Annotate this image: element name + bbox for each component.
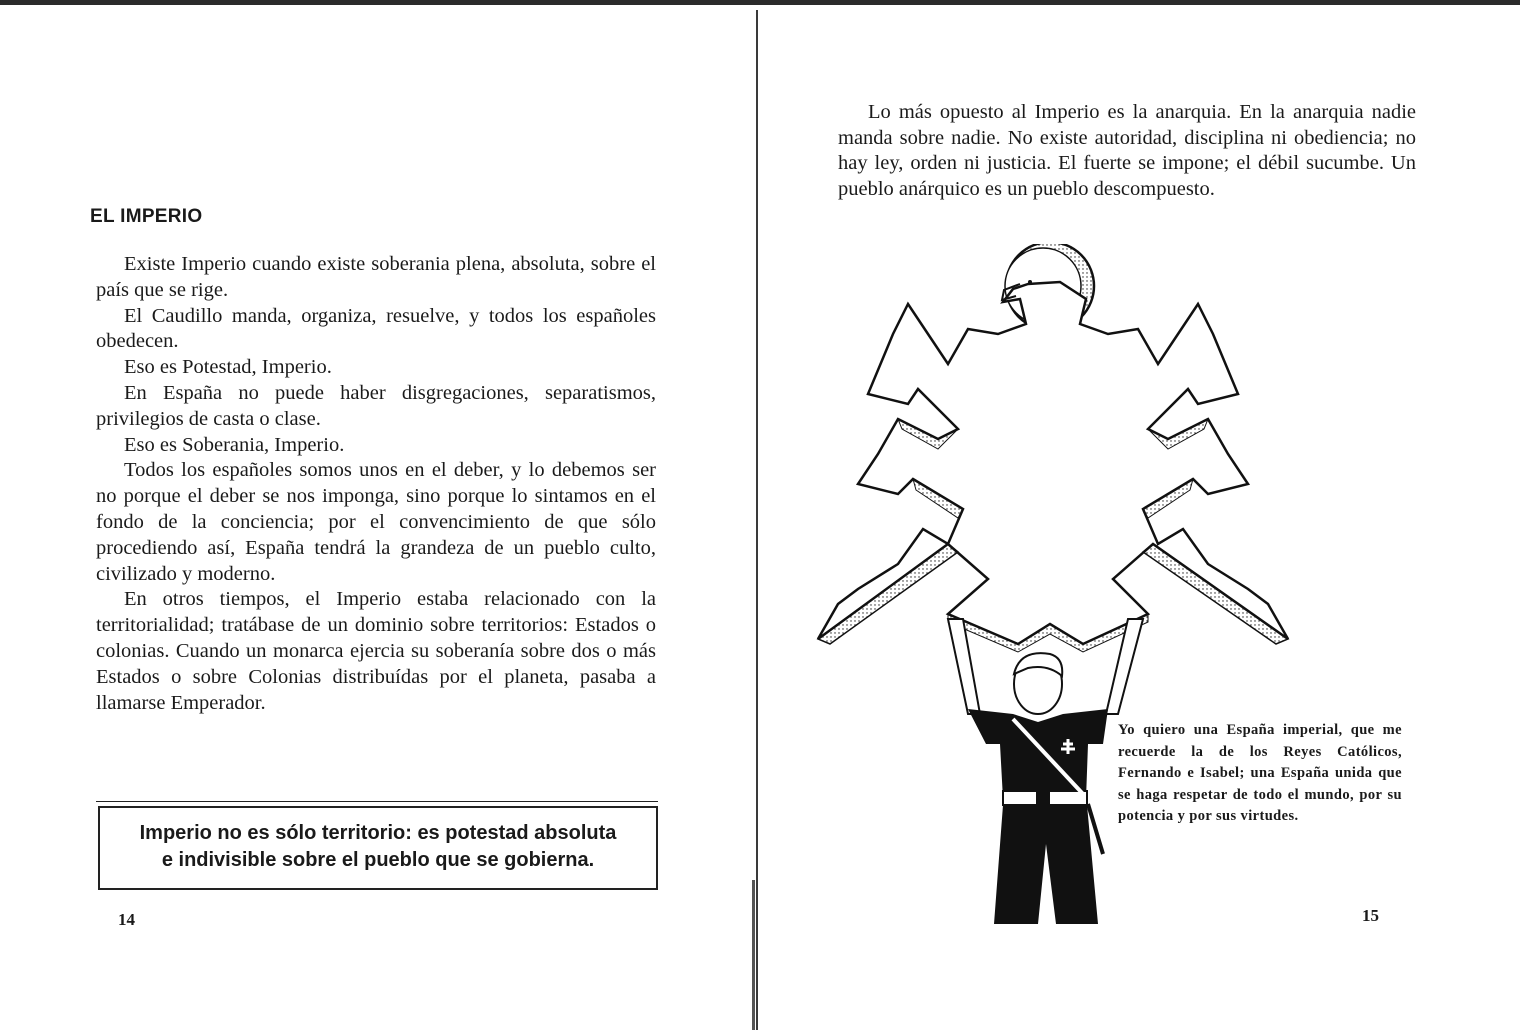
highlight-box-text	[100, 820, 656, 874]
page-number-right: 15	[1362, 906, 1379, 925]
paragraph: Todos los españoles somos unos en el deber, y lo debemos ser no porque el deber se nos imponga, sino porque lo sintamos en el fondo de la conciencia; por el convencimiento de que sólo procediendo así, España tendrá la grandeza de un pueblo culto, civilizado y moderno.	[96, 459, 656, 585]
paragraph: Lo más opuesto al Imperio es la anarquia. En la anarquia nadie manda sobre nadie. No existe autoridad, disciplina ni obediencia; no hay ley, orden ni justicia. El fuerte se impone; el débil sucumbe. Un pueblo anárquico es un pueblo descompuesto.	[838, 101, 1416, 200]
illustration-caption: Yo quiero una España imperial, que me recuerde la de los Reyes Católicos, Fernando e Isabel; una España unida que se haga respetar de todo el mundo, por su potencia y por sus virtudes.	[1118, 722, 1402, 824]
page-number-left: 14	[118, 910, 135, 929]
paragraph: Eso es Soberania, Imperio.	[124, 433, 345, 456]
paragraph: El Caudillo manda, organiza, resuelve, y todos los españoles obedecen.	[96, 304, 656, 353]
box-top-rule	[96, 801, 658, 802]
box-line-2: e indivisible sobre el pueblo que se gobierna.	[161, 849, 595, 871]
left-body-text	[96, 252, 656, 716]
right-body-text	[838, 100, 1416, 202]
box-line-1: Imperio no es sólo territorio: es potestad absoluta	[139, 822, 617, 844]
paragraph: Existe Imperio cuando existe soberania plena, absoluta, sobre el país que se rige.	[96, 253, 656, 301]
highlight-box	[98, 806, 658, 890]
boy-figure	[948, 619, 1143, 924]
paragraph: Eso es Potestad, Imperio.	[124, 356, 332, 379]
paragraph: En otros tiempos, el Imperio estaba relacionado con la territorialidad; tratábase de un dominio sobre territorios: Estados o colonias. Cuando un monarca ejercia su soberanía sobre dos o más Estados o sobre Colonias distribuídas por el planeta, pasaba a llamarse Emperador.	[96, 588, 656, 714]
book-spine-shadow	[752, 880, 755, 1030]
page-heading: EL IMPERIO	[90, 206, 203, 227]
paragraph: En España no puede haber disgregaciones, separatismos, privilegios de casta o clase.	[96, 381, 656, 430]
book-spine	[756, 10, 758, 1030]
